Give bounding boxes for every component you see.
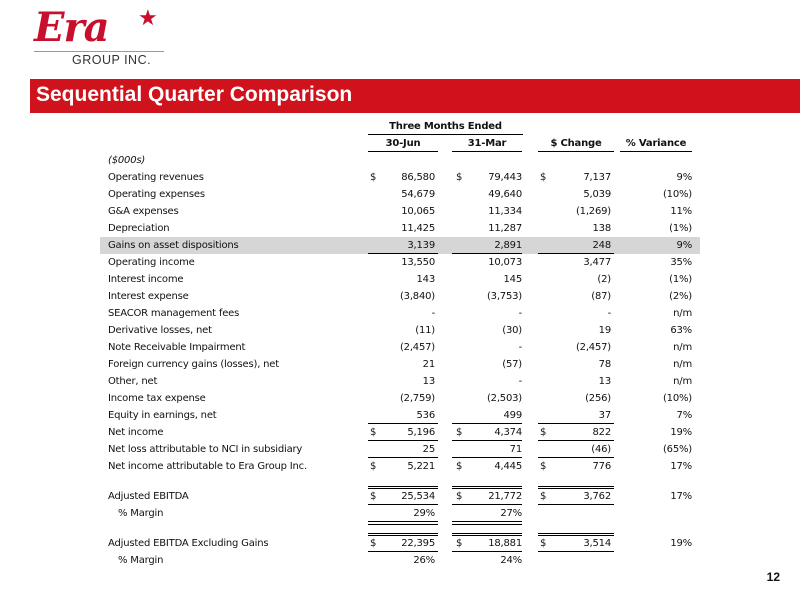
row-value-v2: 499 — [503, 410, 522, 421]
logo-brand-text: Era — [34, 4, 109, 51]
row-value-v3: 5,039 — [583, 189, 611, 200]
top-rule-double — [452, 488, 522, 489]
table-row — [100, 356, 700, 373]
row-value-v2: 4,374 — [494, 427, 522, 438]
row-value-v2: 27% — [500, 508, 522, 519]
top-rule — [368, 486, 438, 487]
row-value-v2: 11,287 — [488, 223, 522, 234]
row-label: Net income — [108, 427, 164, 438]
currency-symbol: $ — [456, 427, 463, 438]
row-value-v3: (46) — [591, 444, 611, 455]
row-value-v2: 10,073 — [488, 257, 522, 268]
table-row — [100, 424, 700, 441]
units-label: ($000s) — [108, 155, 146, 166]
row-label: % Margin — [118, 508, 164, 519]
row-label: Operating expenses — [108, 189, 205, 200]
table-row — [100, 288, 700, 305]
row-label: Net loss attributable to NCI in subsidiary — [108, 444, 303, 455]
row-value-v1: 143 — [416, 274, 435, 285]
col-header-31-mar: 31-Mar — [452, 135, 522, 152]
three-months-ended-header: Three Months Ended — [368, 118, 523, 135]
row-value-v2: 21,772 — [488, 491, 522, 502]
currency-symbol: $ — [540, 491, 547, 502]
row-value-v3: 248 — [592, 240, 611, 251]
row-value-v3: (2) — [597, 274, 611, 285]
currency-symbol: $ — [370, 172, 377, 183]
row-value-v3: 3,477 — [583, 257, 611, 268]
table-row — [100, 339, 700, 356]
row-value-v2: 49,640 — [488, 189, 522, 200]
table-row — [100, 305, 700, 322]
row-label: Foreign currency gains (losses), net — [108, 359, 279, 370]
row-value-v2: 24% — [500, 555, 522, 566]
top-rule-double — [538, 488, 614, 489]
row-value-v4 — [620, 505, 692, 522]
row-label: Interest expense — [108, 291, 189, 302]
row-value-v4: (10%) — [662, 393, 692, 404]
row-value-v2: 71 — [509, 444, 522, 455]
row-value-v4: 35% — [670, 257, 692, 268]
currency-symbol: $ — [370, 461, 377, 472]
double-underline — [368, 524, 438, 525]
row-value-v4: n/m — [673, 359, 692, 370]
row-label: SEACOR management fees — [108, 308, 240, 319]
row-value-v4: n/m — [673, 308, 692, 319]
row-value-v3: 19 — [598, 325, 611, 336]
row-label: Other, net — [108, 376, 158, 387]
currency-symbol: $ — [540, 538, 547, 549]
row-value-v3: - — [607, 308, 611, 319]
currency-symbol: $ — [540, 427, 547, 438]
row-value-v4: 9% — [676, 172, 692, 183]
currency-symbol: $ — [456, 491, 463, 502]
row-value-v3: 822 — [592, 427, 611, 438]
currency-symbol: $ — [456, 538, 463, 549]
row-value-v3: 3,514 — [583, 538, 611, 549]
row-value-v3: 138 — [592, 223, 611, 234]
star-icon: ★ — [138, 6, 158, 31]
row-value-v2: 79,443 — [488, 172, 522, 183]
logo-divider — [34, 51, 164, 52]
table-column-header-row — [100, 135, 700, 152]
row-value-v4: 19% — [670, 427, 692, 438]
row-value-v3: (87) — [591, 291, 611, 302]
table-group-header-row — [100, 118, 700, 135]
era-group-logo — [34, 6, 164, 68]
currency-symbol: $ — [540, 172, 547, 183]
page-title: Sequential Quarter Comparison — [36, 83, 353, 106]
row-value-v1: 11,425 — [401, 223, 435, 234]
row-value-v3: 3,762 — [583, 491, 611, 502]
row-value-v3: 776 — [592, 461, 611, 472]
row-value-v4: (1%) — [669, 223, 692, 234]
row-value-v4: (1%) — [669, 274, 692, 285]
row-value-v2: - — [518, 308, 522, 319]
row-value-v1: 5,196 — [407, 427, 435, 438]
table-row — [100, 322, 700, 339]
row-value-v1: 5,221 — [407, 461, 435, 472]
row-value-v3: 7,137 — [583, 172, 611, 183]
row-label: % Margin — [118, 555, 164, 566]
top-rule — [538, 486, 614, 487]
row-label: Depreciation — [108, 223, 170, 234]
table-row — [100, 203, 700, 220]
underline — [368, 521, 438, 522]
logo-subtitle: GROUP INC. — [72, 53, 152, 67]
row-value-v1: 10,065 — [401, 206, 435, 217]
row-value-v1: 536 — [416, 410, 435, 421]
row-label: Adjusted EBITDA — [108, 491, 189, 502]
row-value-v2: 11,334 — [488, 206, 522, 217]
row-value-v1: 26% — [413, 555, 435, 566]
row-value-v3 — [552, 505, 611, 522]
row-label: Operating income — [108, 257, 195, 268]
table-row — [100, 237, 700, 254]
table-row — [100, 390, 700, 407]
row-value-v2: (30) — [502, 325, 522, 336]
row-value-v1: 29% — [413, 508, 435, 519]
currency-symbol: $ — [370, 491, 377, 502]
top-rule — [452, 486, 522, 487]
row-value-v1: (3,840) — [399, 291, 435, 302]
top-rule-double — [538, 535, 614, 536]
row-value-v2: 145 — [503, 274, 522, 285]
row-value-v4: 17% — [670, 491, 692, 502]
row-value-v2: (2,503) — [486, 393, 522, 404]
page-number: 12 — [766, 570, 780, 584]
row-value-v1: (11) — [415, 325, 435, 336]
row-label: Gains on asset dispositions — [108, 240, 239, 251]
double-underline — [452, 524, 522, 525]
title-banner — [30, 79, 800, 113]
row-value-v3: (256) — [585, 393, 611, 404]
currency-symbol: $ — [370, 538, 377, 549]
units-row — [100, 152, 700, 169]
top-rule-double — [368, 488, 438, 489]
row-value-v1: 13,550 — [401, 257, 435, 268]
row-value-v1: (2,759) — [399, 393, 435, 404]
table-row — [100, 458, 700, 475]
row-value-v3: 37 — [598, 410, 611, 421]
top-rule — [538, 533, 614, 534]
row-value-v2: 2,891 — [494, 240, 522, 251]
table-row — [100, 186, 700, 203]
row-value-v3: (1,269) — [575, 206, 611, 217]
row-label: Net income attributable to Era Group Inc. — [108, 461, 307, 472]
table-row — [100, 488, 700, 505]
row-label: Operating revenues — [108, 172, 204, 183]
row-value-v2: 4,445 — [494, 461, 522, 472]
row-value-v2: 18,881 — [488, 538, 522, 549]
table-row — [100, 552, 700, 569]
table-row — [100, 254, 700, 271]
row-value-v3 — [552, 552, 611, 569]
row-value-v4: 9% — [676, 240, 692, 251]
currency-symbol: $ — [456, 172, 463, 183]
table-row — [100, 169, 700, 186]
row-value-v3: 78 — [598, 359, 611, 370]
row-value-v1: 25 — [422, 444, 435, 455]
currency-symbol: $ — [456, 461, 463, 472]
table-row — [100, 441, 700, 458]
col-header-change: $ Change — [538, 135, 614, 152]
row-value-v4: n/m — [673, 342, 692, 353]
row-value-v3: (2,457) — [575, 342, 611, 353]
top-rule-double — [368, 535, 438, 536]
table-row — [100, 505, 700, 522]
row-value-v3: 13 — [598, 376, 611, 387]
row-value-v2: - — [518, 342, 522, 353]
row-value-v4: 11% — [670, 206, 692, 217]
table-row — [100, 407, 700, 424]
table-row — [100, 373, 700, 390]
row-value-v1: 54,679 — [401, 189, 435, 200]
row-value-v1: 25,534 — [401, 491, 435, 502]
currency-symbol: $ — [370, 427, 377, 438]
row-value-v4: 63% — [670, 325, 692, 336]
row-value-v4: (65%) — [662, 444, 692, 455]
row-value-v4: 7% — [676, 410, 692, 421]
row-value-v1: - — [431, 308, 435, 319]
row-value-v2: (3,753) — [486, 291, 522, 302]
table-row — [100, 220, 700, 237]
row-value-v4 — [620, 552, 692, 569]
row-value-v1: 21 — [422, 359, 435, 370]
table-row — [100, 535, 700, 552]
col-header-30-jun: 30-Jun — [368, 135, 438, 152]
row-value-v1: (2,457) — [399, 342, 435, 353]
underline — [452, 521, 522, 522]
row-value-v2: (57) — [502, 359, 522, 370]
currency-symbol: $ — [540, 461, 547, 472]
table-row — [100, 271, 700, 288]
row-label: Equity in earnings, net — [108, 410, 217, 421]
row-label: G&A expenses — [108, 206, 179, 217]
top-rule — [368, 533, 438, 534]
row-value-v4: 17% — [670, 461, 692, 472]
row-value-v4: 19% — [670, 538, 692, 549]
row-value-v1: 22,395 — [401, 538, 435, 549]
row-label: Income tax expense — [108, 393, 206, 404]
row-value-v1: 86,580 — [401, 172, 435, 183]
top-rule-double — [452, 535, 522, 536]
row-label: Adjusted EBITDA Excluding Gains — [108, 538, 269, 549]
col-header-variance: % Variance — [620, 135, 692, 152]
row-label: Note Receivable Impairment — [108, 342, 246, 353]
row-label: Interest income — [108, 274, 184, 285]
row-value-v2: - — [518, 376, 522, 387]
row-value-v1: 3,139 — [407, 240, 435, 251]
top-rule — [452, 533, 522, 534]
row-value-v4: n/m — [673, 376, 692, 387]
row-value-v4: (10%) — [662, 189, 692, 200]
row-label: Derivative losses, net — [108, 325, 212, 336]
row-value-v1: 13 — [422, 376, 435, 387]
row-value-v4: (2%) — [669, 291, 692, 302]
